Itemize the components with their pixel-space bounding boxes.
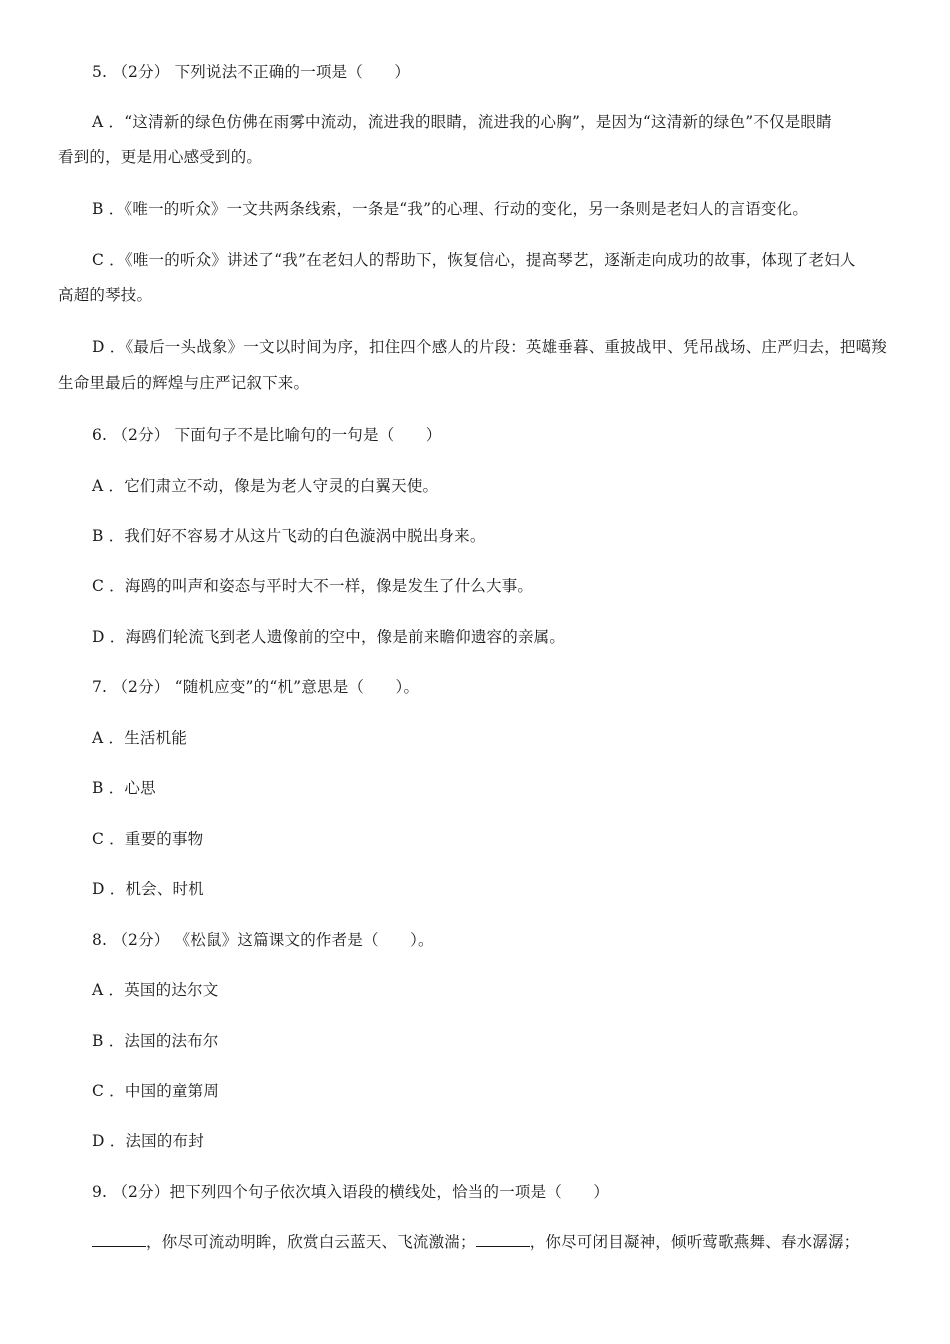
question-5-stem: 5. （2分） 下列说法不正确的一项是（ ）	[92, 63, 411, 81]
question-6-option-a: A ．它们肃立不动，像是为老人守灵的白翼天使。	[92, 477, 439, 495]
question-6-option-c: C ．海鸥的叫声和姿态与平时大不一样，像是发生了什么大事。	[92, 577, 534, 595]
question-7-option-b: B ．心思	[92, 779, 156, 797]
question-5-option-a-line2: 看到的，更是用心感受到的。	[58, 148, 263, 166]
question-8-stem: 8. （2分） 《松鼠》这篇课文的作者是（ ）。	[92, 931, 434, 949]
question-6-option-d: D ．海鸥们轮流飞到老人遗像前的空中，像是前来瞻仰遗容的亲属。	[92, 628, 566, 646]
question-8-option-b: B ．法国的法布尔	[92, 1032, 219, 1050]
question-5-option-d-line1: D ．《最后一头战象》一文以时间为序，扣住四个感人的片段：英雄垂暮、重披战甲、凭吊战场、庄严归去，把噶羧	[92, 338, 888, 356]
fill-blank-2[interactable]	[476, 1228, 530, 1247]
question-5-option-c-line1: C ．《唯一的听众》讲述了“我”在老妇人的帮助下，恢复信心，提高琴艺，逐渐走向成功的故事，体现了老妇人	[92, 251, 856, 269]
question-7-option-c: C ．重要的事物	[92, 830, 204, 848]
question-8-option-d: D ．法国的布封	[92, 1132, 204, 1150]
question-9-stem: 9. （2分）把下列四个句子依次填入语段的横线处，恰当的一项是（ ）	[92, 1183, 610, 1201]
question-7-option-a: A ．生活机能	[92, 729, 188, 747]
question-5-option-d-line2: 生命里最后的辉煌与庄严记叙下来。	[58, 374, 310, 392]
question-7-option-d: D ．机会、时机	[92, 880, 204, 898]
question-6-option-b: B ．我们好不容易才从这片飞动的白色漩涡中脱出身来。	[92, 527, 486, 545]
fill-blank-1[interactable]	[92, 1228, 146, 1247]
question-5-option-a-line1: A ．“这清新的绿色仿佛在雨雾中流动，流进我的眼睛，流进我的心胸”，是因为“这清新的绿色”不仅是眼睛	[92, 113, 832, 131]
question-8-option-a: A ．英国的达尔文	[92, 981, 219, 999]
question-8-option-c: C ．中国的童第周	[92, 1082, 220, 1100]
passage-part-2: ，你尽可闭目凝神，倾听莺歌燕舞、春水潺潺；	[529, 1233, 860, 1251]
question-6-stem: 6. （2分） 下面句子不是比喻句的一句是（ ）	[92, 426, 442, 444]
question-7-stem: 7. （2分） “随机应变”的“机”意思是（ ）。	[92, 678, 420, 696]
question-5-option-b: B ．《唯一的听众》一文共两条线索，一条是“我”的心理、行动的变化，另一条则是老妇人的言语变化。	[92, 200, 809, 218]
question-9-passage	[92, 1225, 892, 1259]
question-5-option-c-line2: 高超的琴技。	[58, 286, 153, 304]
passage-part-1: ，你尽可流动明眸，欣赏白云蓝天、飞流激湍；	[146, 1233, 476, 1251]
